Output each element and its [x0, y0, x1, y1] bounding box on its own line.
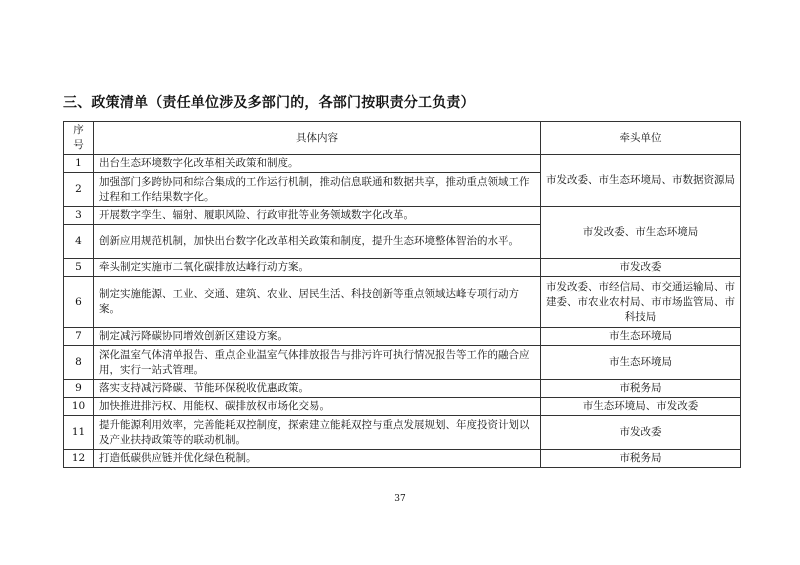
row-content: 牵头制定实施市二氧化碳排放达峰行动方案。 [94, 259, 541, 277]
table-row [64, 450, 741, 468]
row-dept: 市税务局 [541, 380, 741, 398]
row-dept: 市发改委、市经信局、市交通运输局、市建委、市农业农村局、市市场监管局、市科技局 [541, 277, 741, 328]
table-row [64, 398, 741, 416]
row-dept: 市发改委 [541, 259, 741, 277]
table-row [64, 328, 741, 346]
table-row [64, 346, 741, 380]
row-content: 落实支持减污降碳、节能环保税收优惠政策。 [94, 380, 541, 398]
table-row [64, 380, 741, 398]
row-num: 3 [64, 207, 94, 225]
table-header-row [64, 122, 741, 155]
row-dept: 市发改委、市生态环境局 [541, 207, 741, 259]
row-num: 11 [64, 416, 94, 450]
policy-table [63, 121, 741, 468]
header-num: 序号 [64, 122, 94, 155]
row-content: 打造低碳供应链并优化绿色税制。 [94, 450, 541, 468]
row-num: 10 [64, 398, 94, 416]
row-num: 1 [64, 155, 94, 173]
row-dept: 市生态环境局、市发改委 [541, 398, 741, 416]
row-content: 创新应用规范机制，加快出台数字化改革相关政策和制度，提升生态环境整体智治的水平。 [94, 225, 541, 259]
row-content: 提升能源利用效率，完善能耗双控制度，探索建立能耗双控与重点发展规划、年度投资计划以及产业扶持政策等的联动机制。 [94, 416, 541, 450]
row-content: 开展数字孪生、辐射、履职风险、行政审批等业务领域数字化改革。 [94, 207, 541, 225]
row-num: 6 [64, 277, 94, 328]
row-num: 4 [64, 225, 94, 259]
row-content: 加快推进排污权、用能权、碳排放权市场化交易。 [94, 398, 541, 416]
row-content: 加强部门多跨协同和综合集成的工作运行机制，推动信息联通和数据共享，推动重点领域工作过程和工作结果数字化。 [94, 173, 541, 207]
row-num: 8 [64, 346, 94, 380]
row-num: 5 [64, 259, 94, 277]
row-content: 制定减污降碳协同增效创新区建设方案。 [94, 328, 541, 346]
row-dept: 市发改委 [541, 416, 741, 450]
table-row [64, 155, 741, 173]
row-num: 9 [64, 380, 94, 398]
row-dept: 市税务局 [541, 450, 741, 468]
row-num: 2 [64, 173, 94, 207]
table-row [64, 259, 741, 277]
row-dept: 市生态环境局 [541, 346, 741, 380]
header-dept: 牵头单位 [541, 122, 741, 155]
table-row [64, 416, 741, 450]
row-dept: 市发改委、市生态环境局、市数据资源局 [541, 155, 741, 207]
table-row [64, 277, 741, 328]
row-content: 深化温室气体清单报告、重点企业温室气体排放报告与排污许可执行情况报告等工作的融合应用，实行一站式管理。 [94, 346, 541, 380]
section-title: 三、政策清单（责任单位涉及多部门的，各部门按职责分工负责） [63, 95, 475, 111]
row-num: 7 [64, 328, 94, 346]
row-content: 出台生态环境数字化改革相关政策和制度。 [94, 155, 541, 173]
table-row [64, 207, 741, 225]
page-number: 37 [394, 494, 406, 504]
row-content: 制定实施能源、工业、交通、建筑、农业、居民生活、科技创新等重点领域达峰专项行动方案。 [94, 277, 541, 328]
row-dept: 市生态环境局 [541, 328, 741, 346]
row-num: 12 [64, 450, 94, 468]
header-content: 具体内容 [94, 122, 541, 155]
